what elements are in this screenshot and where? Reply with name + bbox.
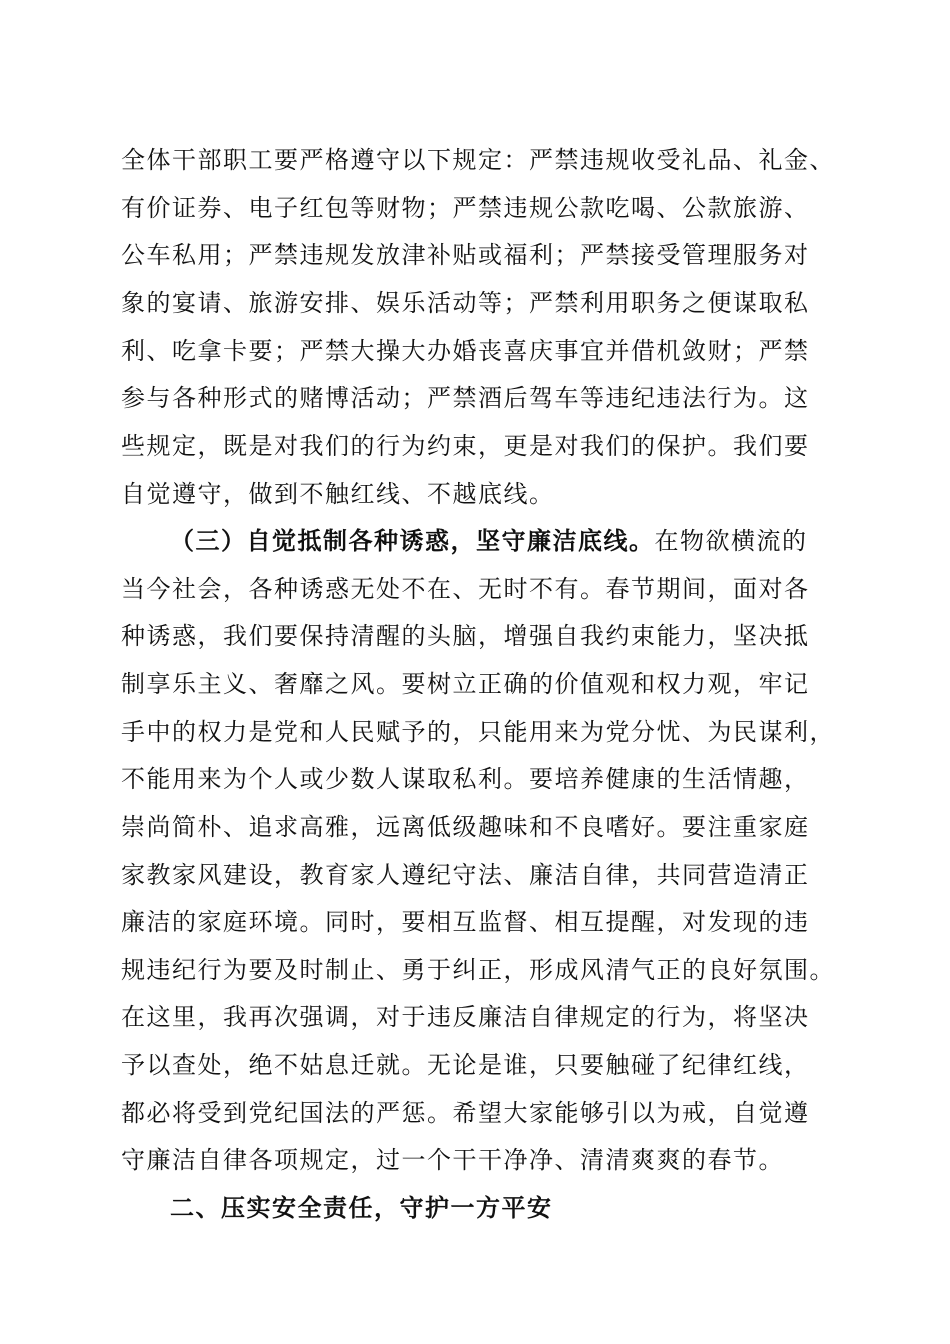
paragraph-line: 规违纪行为要及时制止、勇于纠正，形成风清气正的良好氛围。 xyxy=(121,956,835,984)
paragraph-line: 都必将受到党纪国法的严惩。希望大家能够引以为戒，自觉遵 xyxy=(121,1099,810,1127)
subsection-title: （三）自觉抵制各种诱惑，坚守廉洁底线。 xyxy=(170,527,655,555)
paragraph-line: 崇尚简朴、追求高雅，远离低级趣味和不良嗜好。要注重家庭 xyxy=(121,813,810,841)
paragraph-line: 象的宴请、旅游安排、娱乐活动等；严禁利用职务之便谋取私 xyxy=(121,289,810,317)
paragraph-line: 手中的权力是党和人民赋予的，只能用来为党分忧、为民谋利， xyxy=(121,718,835,746)
paragraph-line: 全体干部职工要严格遵守以下规定：严禁违规收受礼品、礼金、 xyxy=(121,146,835,174)
subsection-lead-line xyxy=(170,526,808,556)
paragraph-line: 有价证券、电子红包等财物；严禁违规公款吃喝、公款旅游、 xyxy=(121,194,810,222)
paragraph-line: 利、吃拿卡要；严禁大操大办婚丧喜庆事宜并借机敛财；严禁 xyxy=(121,337,810,365)
paragraph-line: 廉洁的家庭环境。同时，要相互监督、相互提醒，对发现的违 xyxy=(121,908,810,936)
paragraph-line-rest: 在物欲横流的 xyxy=(654,527,808,555)
paragraph-line: 在这里，我再次强调，对于违反廉洁自律规定的行为，将坚决 xyxy=(121,1003,810,1031)
section-heading: 二、压实安全责任，守护一方平安 xyxy=(170,1194,553,1222)
paragraph-line: 当今社会，各种诱惑无处不在、无时不有。春节期间，面对各 xyxy=(121,575,810,603)
paragraph-line: 公车私用；严禁违规发放津补贴或福利；严禁接受管理服务对 xyxy=(121,241,810,269)
paragraph-line: 自觉遵守，做到不触红线、不越底线。 xyxy=(121,480,555,508)
paragraph-line: 种诱惑，我们要保持清醒的头脑，增强自我约束能力，坚决抵 xyxy=(121,622,810,650)
paragraph-line: 些规定，既是对我们的行为约束，更是对我们的保护。我们要 xyxy=(121,432,810,460)
paragraph-line: 不能用来为个人或少数人谋取私利。要培养健康的生活情趣， xyxy=(121,765,810,793)
paragraph-line: 家教家风建设，教育家人遵纪守法、廉洁自律，共同营造清正 xyxy=(121,861,810,889)
paragraph-line: 予以查处，绝不姑息迁就。无论是谁，只要触碰了纪律红线， xyxy=(121,1051,810,1079)
paragraph-line: 参与各种形式的赌博活动；严禁酒后驾车等违纪违法行为。这 xyxy=(121,384,810,412)
paragraph-line: 制享乐主义、奢靡之风。要树立正确的价值观和权力观，牢记 xyxy=(121,670,810,698)
paragraph-line: 守廉洁自律各项规定，过一个干干净净、清清爽爽的春节。 xyxy=(121,1146,784,1174)
